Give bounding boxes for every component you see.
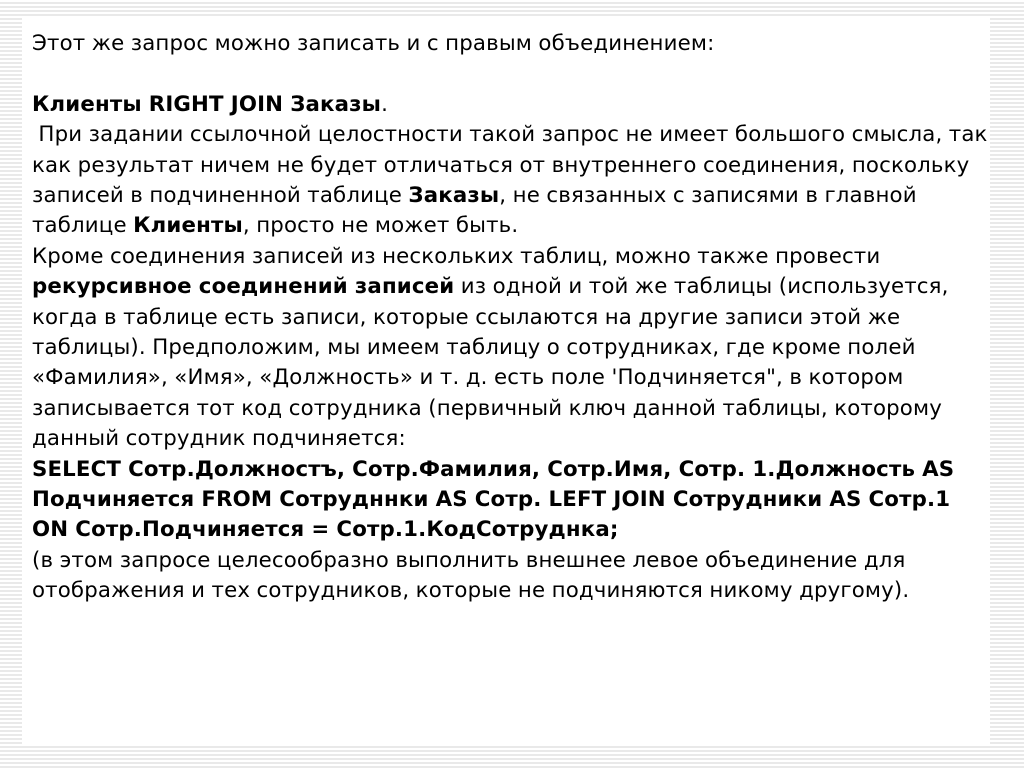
slide-body xyxy=(32,29,992,607)
intro-text: Этот же запрос можно записать и с правым объединением: xyxy=(32,31,715,56)
table-name-clients: Клиенты xyxy=(133,213,243,239)
ref-integrity-text-3: , просто не может быть. xyxy=(242,213,519,239)
slide xyxy=(22,18,994,746)
right-join-tail: . xyxy=(381,91,388,117)
recursive-join-paragraph xyxy=(32,242,992,455)
table-name-orders: Заказы xyxy=(408,183,500,209)
right-join-paragraph xyxy=(32,90,992,120)
ref-integrity-text-2: , не связанных с записями в главной таблице xyxy=(32,183,924,239)
note-paragraph: (в этом запросе целесообразно выполнить внешнее левое объединение для отображения и тех сотрудников, которые не подчиняются никому другому). xyxy=(32,547,912,604)
recursive-text-2: из одной и той же таблицы (используется, когда в таблице есть записи, которые ссылаются на другие записи этой же таблицы). Предположим, мы имеем таблицу о сотрудниках, где кроме полей «Фамилия», «Имя», «Должность» и т. д. есть поле 'Подчиняется", в котором записывается тот код сотрудника (первичный ключ данной таблицы, которому данный сотрудник подчиняется: xyxy=(32,274,955,452)
sql-query: SELECT Сотр.Должностъ, Сотр.Фамилия, Сотр.Имя, Сотр. 1.Должность AS Подчиняется FROM Сотрудннки AS Сотр. LEFT JOIN Сотрудники AS Сотр.1 ON Сотр.Подчиняется = Сотр.1.КодСотруднка; xyxy=(32,456,962,543)
referential-integrity-paragraph xyxy=(32,120,992,242)
recursive-join-term: рекурсивное соединений записей xyxy=(32,274,455,300)
right-join-expression: Клиенты RIGHT JOIN Заказы xyxy=(32,91,382,117)
blank-line xyxy=(32,59,992,89)
intro-paragraph xyxy=(32,29,992,59)
ref-integrity-text-1: При задании ссылочной целостности такой запрос не имеет большого смысла, так как результат ничем не будет отличаться от внутреннего соединения, поскольку записей в подчиненной таблице xyxy=(32,122,994,209)
recursive-text-1: Кроме соединения записей из нескольких таблиц, можно также провести xyxy=(32,243,887,269)
